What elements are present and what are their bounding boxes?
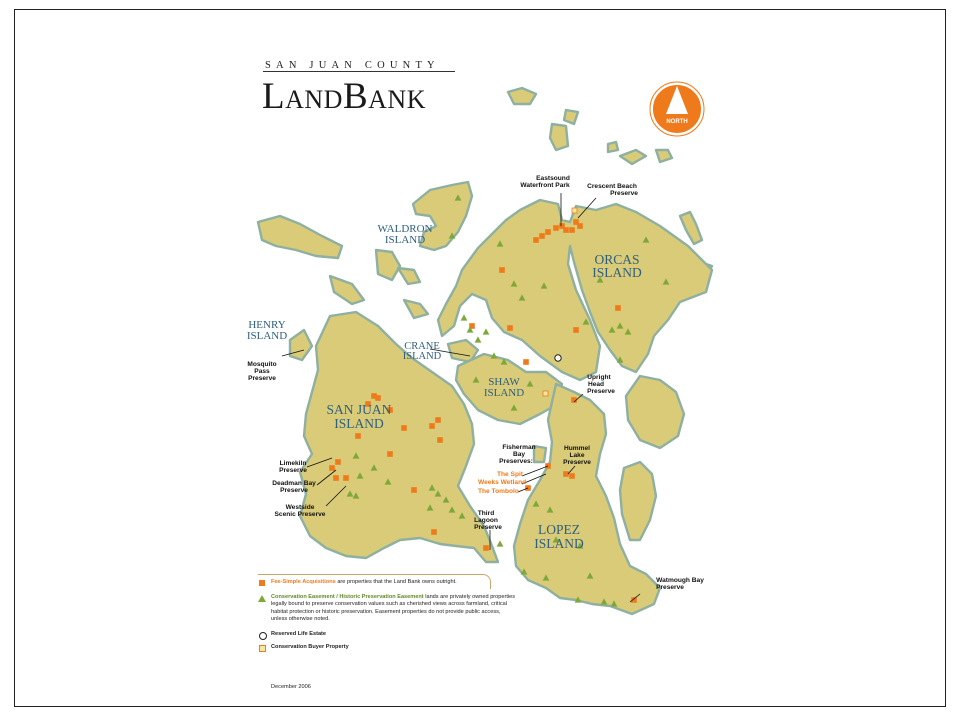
- easement-marker: [497, 540, 504, 546]
- open-square-icon: [259, 645, 266, 652]
- title-and: AND: [285, 85, 343, 114]
- fee-simple-marker: [533, 237, 539, 243]
- fee-simple-marker: [615, 305, 621, 311]
- fee-simple-marker: [523, 359, 529, 365]
- fee-simple-marker: [333, 475, 339, 481]
- weeks-wetland-label: Weeks Wetland: [478, 479, 527, 486]
- legend-life-text: Reserved Life Estate: [271, 631, 327, 638]
- island-shape: [258, 216, 342, 258]
- island-shape: [508, 88, 536, 104]
- buyer-property-marker: [543, 391, 548, 396]
- legend-buyer: [258, 644, 518, 651]
- third-lagoon-label: Third Lagoon Preserve: [474, 510, 502, 531]
- the-spit-label: The Spit: [497, 471, 524, 478]
- sanjuan-label: SAN JUAN ISLAND: [326, 402, 392, 431]
- fee-simple-marker: [355, 433, 361, 439]
- crescent-label: Crescent Beach Preserve: [587, 183, 638, 197]
- hummel-label: Hummel Lake Preserve: [563, 445, 591, 466]
- shaw-label: SHAW ISLAND: [483, 376, 525, 399]
- title-l: L: [262, 76, 286, 117]
- henry-label: HENRY ISLAND: [246, 319, 288, 342]
- fee-simple-marker: [401, 425, 407, 431]
- the-tombolo-label: The Tombolo: [478, 488, 519, 495]
- fee-simple-marker: [553, 225, 559, 231]
- upright-label: Upright Head Preserve: [587, 374, 615, 395]
- legend-ease-text: lands are privately owned properties legally bound to preserve conservation values such as cherished views across farmland, critical habitat protection or historic preservation. Easement properties do not provide public access, unless otherwise noted.: [271, 594, 516, 622]
- fee-simple-marker: [499, 267, 505, 273]
- island-shape: [550, 124, 568, 150]
- fee-simple-marker: [335, 459, 341, 465]
- legend-fee-simple: [258, 579, 518, 586]
- fee-simple-marker: [437, 437, 443, 443]
- watmough-label: Watmough Bay Preserve: [656, 577, 704, 591]
- title-ank: ANK: [368, 85, 426, 114]
- limekiln-label: Limekiln Preserve: [279, 460, 307, 474]
- fee-simple-marker: [569, 227, 575, 233]
- island-shape: [564, 110, 578, 124]
- fee-simple-marker: [375, 395, 381, 401]
- orcas-island-shape: [438, 200, 712, 380]
- north-compass: [650, 82, 704, 136]
- waldron-label: WALDRON ISLAND: [377, 223, 433, 246]
- fee-simple-marker: [431, 529, 437, 535]
- life-estate-marker: [555, 355, 561, 361]
- fee-simple-marker: [411, 487, 417, 493]
- legend-easement: [258, 594, 518, 623]
- fee-simple-marker: [539, 233, 545, 239]
- fee-simple-marker: [435, 417, 441, 423]
- legend-fee-text: are properties that the Land Bank owns outright.: [335, 579, 457, 585]
- fee-simple-marker: [429, 423, 435, 429]
- easement-marker: [461, 314, 468, 320]
- open-circle-icon: [259, 632, 267, 640]
- fee-simple-marker: [573, 327, 579, 333]
- lopez-label: LOPEZ ISLAND: [534, 522, 584, 551]
- fee-simple-marker: [545, 229, 551, 235]
- legend-life-estate: [258, 631, 518, 638]
- fisherman-label: Fisherman Bay Preserves:: [499, 444, 536, 465]
- green-triangle-icon: [258, 595, 266, 602]
- orcas-label: ORCAS ISLAND: [592, 252, 642, 280]
- easement-marker: [475, 336, 482, 342]
- fee-simple-marker: [573, 219, 579, 225]
- fee-simple-marker: [569, 473, 575, 479]
- buyer-property-marker: [572, 208, 577, 213]
- island-shape: [330, 276, 364, 304]
- island-shape: [620, 462, 656, 540]
- legend-buyer-text: Conservation Buyer Property: [271, 644, 349, 651]
- legend-ease-title: Conservation Easement / Historic Preservation Easement: [271, 594, 424, 601]
- fee-simple-marker: [483, 545, 489, 551]
- title-b: B: [342, 76, 369, 117]
- deadman-label: Deadman Bay Preserve: [272, 480, 316, 494]
- fee-simple-marker: [387, 451, 393, 457]
- westside-label: Westside Scenic Preserve: [274, 504, 326, 518]
- easement-marker: [483, 328, 490, 334]
- crane-label: CRANE ISLAND: [402, 341, 442, 362]
- mosquito-label: Mosquito Pass Preserve: [247, 361, 277, 382]
- island-shape: [626, 376, 684, 448]
- orange-square-icon: [259, 580, 265, 586]
- island-shape: [608, 142, 618, 152]
- island-shape: [404, 300, 428, 318]
- eastsound-label: Eastsound Waterfront Park: [520, 175, 570, 189]
- island-shape: [398, 268, 420, 284]
- island-shape: [656, 150, 672, 162]
- map-legend: [258, 579, 518, 655]
- island-shape: [680, 212, 702, 244]
- fee-simple-marker: [563, 471, 569, 477]
- fee-simple-marker: [563, 227, 569, 233]
- fee-simple-marker: [329, 465, 335, 471]
- legend-fee-title: Fee-Simple Acquisitions: [271, 579, 336, 585]
- map-date: December 2006: [271, 684, 311, 690]
- island-shape: [620, 150, 646, 164]
- henry-island-shape: [290, 330, 312, 360]
- compass-label: NORTH: [666, 119, 688, 125]
- fee-simple-marker: [343, 475, 349, 481]
- fee-simple-marker: [507, 325, 513, 331]
- county-subtitle: SAN JUAN COUNTY: [265, 60, 440, 71]
- island-shape: [534, 446, 546, 462]
- island-shape: [376, 250, 400, 280]
